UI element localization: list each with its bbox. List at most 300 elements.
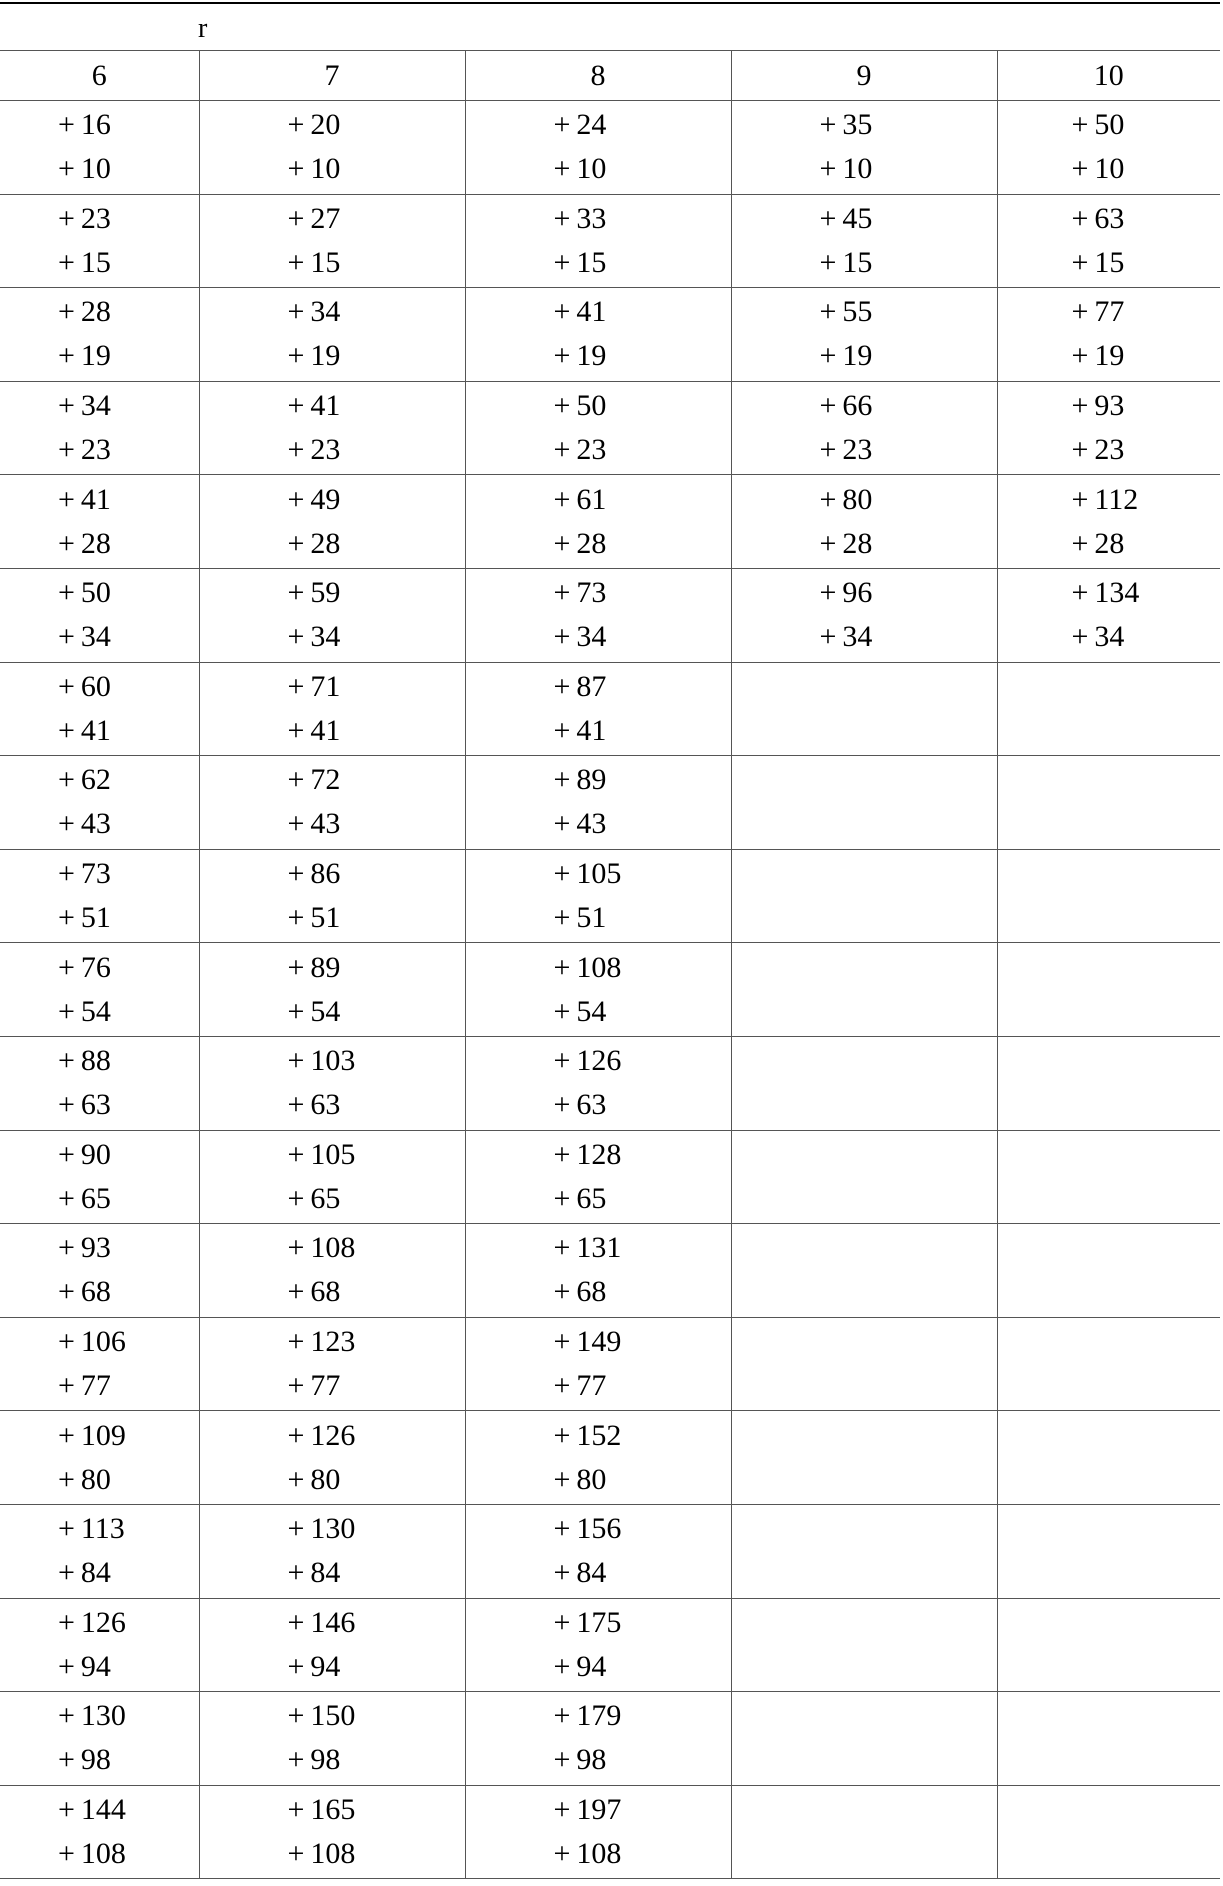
lower-deviation — [820, 1645, 997, 1689]
lower-deviation: + 10 — [287, 152, 341, 186]
lower-deviation: + 68 — [287, 1275, 341, 1309]
lower-deviation: + 23 — [819, 433, 873, 467]
upper-deviation — [1072, 1320, 1221, 1364]
lower-deviation: + 19 — [1071, 339, 1125, 373]
table-cell — [997, 1411, 1220, 1505]
deviation-pair — [200, 1039, 465, 1127]
table-cell — [199, 1130, 465, 1224]
deviation-pair — [466, 571, 731, 659]
upper-deviation: + 41 — [553, 295, 607, 329]
table-cell — [731, 1692, 997, 1786]
upper-deviation: + 149 — [553, 1325, 622, 1359]
table-cell — [997, 288, 1220, 382]
upper-deviation — [820, 1320, 997, 1364]
deviation-pair — [998, 478, 1221, 566]
lower-deviation: + 54 — [553, 994, 607, 1028]
table-cell — [0, 475, 199, 569]
upper-deviation: + 108 — [553, 950, 622, 984]
upper-deviation: + 62 — [58, 763, 111, 797]
table-cell — [199, 756, 465, 850]
lower-deviation — [1072, 1832, 1221, 1876]
deviation-pair — [0, 197, 199, 285]
lower-deviation: + 68 — [58, 1275, 111, 1309]
table-row — [0, 194, 1220, 288]
deviation-pair — [200, 1226, 465, 1314]
lower-deviation: + 63 — [58, 1088, 111, 1122]
deviation-pair — [0, 571, 199, 659]
table-cell — [731, 943, 997, 1037]
lower-deviation — [1072, 1738, 1221, 1782]
upper-deviation: + 112 — [1071, 482, 1139, 516]
lower-deviation: + 108 — [287, 1836, 356, 1870]
deviation-pair — [0, 665, 199, 753]
deviation-pair — [732, 1320, 997, 1408]
table-cell — [0, 662, 199, 756]
lower-deviation: + 63 — [287, 1088, 341, 1122]
deviation-pair — [732, 1039, 997, 1127]
table-cell — [465, 1036, 731, 1130]
upper-deviation: + 63 — [1071, 201, 1125, 235]
table-cell — [0, 1692, 199, 1786]
lower-deviation: + 10 — [1071, 152, 1125, 186]
table-cell — [997, 1036, 1220, 1130]
table-cell — [199, 1598, 465, 1692]
table-cell — [731, 662, 997, 756]
deviation-pair — [466, 1601, 731, 1689]
upper-deviation: + 61 — [553, 482, 607, 516]
deviation-pair — [466, 1414, 731, 1502]
upper-deviation: + 59 — [287, 576, 341, 610]
lower-deviation: + 51 — [58, 901, 111, 935]
grade-header: 7 — [199, 51, 465, 101]
table-cell — [997, 849, 1220, 943]
table-cell — [465, 1504, 731, 1598]
table-cell — [199, 1224, 465, 1318]
table-cell — [0, 568, 199, 662]
table-cell — [997, 194, 1220, 288]
table-cell — [465, 756, 731, 850]
deviation-pair — [998, 1039, 1221, 1127]
upper-deviation — [820, 1694, 997, 1738]
lower-deviation: + 80 — [553, 1462, 607, 1496]
lower-deviation: + 94 — [58, 1649, 111, 1683]
upper-deviation — [1072, 1507, 1221, 1551]
deviation-pair — [466, 290, 731, 378]
deviation-pair — [200, 197, 465, 285]
deviation-pair — [200, 290, 465, 378]
table-cell — [465, 1224, 731, 1318]
lower-deviation: + 15 — [1071, 245, 1125, 279]
deviation-pair — [200, 946, 465, 1034]
lower-deviation: + 23 — [287, 433, 341, 467]
upper-deviation: + 24 — [553, 108, 607, 142]
deviation-pair — [998, 1226, 1221, 1314]
upper-deviation — [1072, 1601, 1221, 1645]
grade-header: 6 — [0, 51, 199, 101]
table-row — [0, 943, 1220, 1037]
lower-deviation: + 77 — [287, 1369, 341, 1403]
table-cell — [465, 849, 731, 943]
upper-deviation — [1072, 946, 1221, 990]
table-cell — [465, 1317, 731, 1411]
table-cell — [997, 475, 1220, 569]
deviation-pair — [466, 1507, 731, 1595]
table-cell — [465, 943, 731, 1037]
table-cell — [465, 662, 731, 756]
deviation-pair — [732, 1601, 997, 1689]
table-row — [0, 1130, 1220, 1224]
deviation-pair — [998, 1601, 1221, 1689]
lower-deviation: + 28 — [553, 526, 607, 560]
deviation-pair — [0, 852, 199, 940]
deviation-pair — [0, 1694, 199, 1782]
upper-deviation: + 108 — [287, 1231, 356, 1265]
table-cell — [465, 1130, 731, 1224]
upper-deviation: + 130 — [58, 1699, 126, 1733]
table-cell — [465, 1598, 731, 1692]
deviation-pair — [732, 1226, 997, 1314]
table-cell — [731, 1411, 997, 1505]
lower-deviation — [820, 1832, 997, 1876]
table-cell — [731, 1036, 997, 1130]
upper-deviation — [1072, 1226, 1221, 1270]
lower-deviation — [1072, 1551, 1221, 1595]
table-row — [0, 1692, 1220, 1786]
deviation-pair — [0, 946, 199, 1034]
upper-deviation: + 20 — [287, 108, 341, 142]
deviation-pair — [0, 384, 199, 472]
lower-deviation: + 34 — [287, 620, 341, 654]
lower-deviation — [1072, 802, 1221, 846]
lower-deviation: + 19 — [287, 339, 341, 373]
table-cell — [465, 288, 731, 382]
table-cell — [997, 943, 1220, 1037]
deviation-pair — [466, 478, 731, 566]
lower-deviation: + 15 — [287, 245, 341, 279]
table-cell — [997, 381, 1220, 475]
upper-deviation — [820, 665, 997, 709]
table-cell — [199, 1411, 465, 1505]
lower-deviation: + 23 — [1071, 433, 1125, 467]
table-cell — [731, 475, 997, 569]
lower-deviation — [820, 1551, 997, 1595]
upper-deviation: + 144 — [58, 1792, 126, 1826]
deviation-pair — [466, 665, 731, 753]
table-row — [0, 1224, 1220, 1318]
table-cell — [465, 568, 731, 662]
lower-deviation — [1072, 1177, 1221, 1221]
upper-deviation: + 60 — [58, 669, 111, 703]
upper-deviation: + 72 — [287, 763, 341, 797]
lower-deviation: + 65 — [287, 1181, 341, 1215]
upper-deviation — [820, 1039, 997, 1083]
upper-deviation — [820, 1601, 997, 1645]
lower-deviation: + 94 — [553, 1649, 607, 1683]
lower-deviation: + 84 — [553, 1556, 607, 1590]
upper-deviation: + 23 — [58, 201, 111, 235]
lower-deviation — [820, 802, 997, 846]
upper-deviation: + 50 — [58, 576, 111, 610]
lower-deviation — [820, 1458, 997, 1502]
table-cell — [0, 1785, 199, 1879]
table-cell — [997, 1785, 1220, 1879]
deviation-pair — [466, 1788, 731, 1876]
fit-symbol-label: r — [198, 13, 208, 44]
deviation-pair — [998, 1414, 1221, 1502]
lower-deviation: + 77 — [58, 1369, 111, 1403]
table-row — [0, 1036, 1220, 1130]
grade-header: 10 — [997, 51, 1220, 101]
table-cell — [997, 1692, 1220, 1786]
deviation-pair — [200, 1414, 465, 1502]
table-cell — [0, 1317, 199, 1411]
table-cell — [731, 1317, 997, 1411]
table-cell — [199, 475, 465, 569]
upper-deviation: + 126 — [553, 1044, 622, 1078]
table-cell — [0, 1598, 199, 1692]
upper-deviation: + 88 — [58, 1044, 111, 1078]
deviation-pair — [732, 1414, 997, 1502]
table-cell — [199, 1317, 465, 1411]
deviation-pair — [0, 1133, 199, 1221]
table-cell — [997, 1598, 1220, 1692]
table-cell — [465, 194, 731, 288]
upper-deviation — [1072, 1788, 1221, 1832]
upper-deviation: + 35 — [819, 108, 873, 142]
upper-deviation: + 105 — [553, 857, 622, 891]
table-cell — [0, 756, 199, 850]
deviation-pair — [998, 197, 1221, 285]
table-cell — [199, 1785, 465, 1879]
lower-deviation: + 34 — [819, 620, 873, 654]
upper-deviation — [1072, 1414, 1221, 1458]
upper-deviation: + 41 — [287, 389, 341, 423]
lower-deviation: + 15 — [553, 245, 607, 279]
lower-deviation: + 43 — [58, 807, 111, 841]
table-cell — [731, 756, 997, 850]
lower-deviation — [820, 709, 997, 753]
lower-deviation: + 54 — [58, 994, 111, 1028]
table-cell — [0, 1504, 199, 1598]
lower-deviation — [820, 1270, 997, 1314]
table-cell — [199, 1692, 465, 1786]
table-cell — [0, 1036, 199, 1130]
table-cell — [465, 475, 731, 569]
deviation-pair — [200, 384, 465, 472]
lower-deviation: + 63 — [553, 1088, 607, 1122]
table-cell — [465, 381, 731, 475]
lower-deviation: + 65 — [58, 1181, 111, 1215]
upper-deviation — [820, 758, 997, 802]
table-cell — [997, 756, 1220, 850]
lower-deviation — [820, 1177, 997, 1221]
table-cell — [997, 568, 1220, 662]
deviation-pair — [200, 1133, 465, 1221]
upper-deviation — [820, 1133, 997, 1177]
upper-deviation: + 28 — [58, 295, 111, 329]
table-cell — [465, 1785, 731, 1879]
deviation-pair — [200, 1507, 465, 1595]
lower-deviation — [820, 1083, 997, 1127]
upper-deviation — [820, 1226, 997, 1270]
deviation-pair — [998, 946, 1221, 1034]
upper-deviation: + 77 — [1071, 295, 1125, 329]
upper-deviation — [1072, 1133, 1221, 1177]
table-row — [0, 381, 1220, 475]
lower-deviation: + 41 — [58, 713, 111, 747]
table-cell — [997, 1317, 1220, 1411]
table-cell — [0, 1130, 199, 1224]
lower-deviation — [820, 990, 997, 1034]
table-row — [0, 475, 1220, 569]
lower-deviation: + 41 — [553, 713, 607, 747]
upper-deviation: + 16 — [58, 108, 111, 142]
lower-deviation — [1072, 896, 1221, 940]
lower-deviation: + 43 — [553, 807, 607, 841]
table-cell — [731, 194, 997, 288]
upper-deviation — [820, 946, 997, 990]
lower-deviation: + 98 — [58, 1743, 111, 1777]
table-cell — [731, 1130, 997, 1224]
upper-deviation: + 150 — [287, 1699, 356, 1733]
deviation-pair — [998, 852, 1221, 940]
lower-deviation: + 10 — [819, 152, 873, 186]
lower-deviation: + 108 — [553, 1836, 622, 1870]
upper-deviation: + 49 — [287, 482, 341, 516]
deviation-pair — [732, 1788, 997, 1876]
upper-deviation: + 179 — [553, 1699, 622, 1733]
upper-deviation — [820, 1788, 997, 1832]
lower-deviation: + 98 — [287, 1743, 341, 1777]
deviation-pair — [200, 1788, 465, 1876]
deviation-pair — [466, 1320, 731, 1408]
table-cell — [0, 194, 199, 288]
deviation-pair — [998, 1133, 1221, 1221]
lower-deviation — [820, 1738, 997, 1782]
table-row — [0, 101, 1220, 195]
lower-deviation: + 10 — [58, 152, 111, 186]
deviation-pair — [200, 1694, 465, 1782]
table-cell — [731, 568, 997, 662]
upper-deviation: + 131 — [553, 1231, 622, 1265]
deviation-pair — [200, 1320, 465, 1408]
table-body — [0, 101, 1220, 1879]
upper-deviation: + 76 — [58, 950, 111, 984]
upper-deviation: + 27 — [287, 201, 341, 235]
upper-deviation — [820, 1414, 997, 1458]
lower-deviation: + 98 — [553, 1743, 607, 1777]
deviation-pair — [200, 571, 465, 659]
deviation-pair — [200, 478, 465, 566]
upper-deviation: + 71 — [287, 669, 341, 703]
table-cell — [0, 381, 199, 475]
upper-deviation: + 152 — [553, 1418, 622, 1452]
upper-deviation: + 86 — [287, 857, 341, 891]
upper-deviation — [1072, 1039, 1221, 1083]
lower-deviation — [1072, 1645, 1221, 1689]
grade-header: 9 — [731, 51, 997, 101]
upper-deviation: + 96 — [819, 576, 873, 610]
upper-deviation: + 128 — [553, 1137, 622, 1171]
deviation-pair — [732, 103, 997, 191]
table-cell — [465, 101, 731, 195]
table-row — [0, 1598, 1220, 1692]
lower-deviation: + 80 — [287, 1462, 341, 1496]
deviation-pair — [732, 1694, 997, 1782]
table-cell — [997, 101, 1220, 195]
upper-deviation: + 90 — [58, 1137, 111, 1171]
lower-deviation: + 28 — [1071, 526, 1125, 560]
deviation-pair — [998, 665, 1221, 753]
deviation-pair — [466, 1039, 731, 1127]
lower-deviation: + 28 — [58, 526, 111, 560]
deviation-pair — [998, 1320, 1221, 1408]
deviation-pair — [732, 852, 997, 940]
grade-header-row — [0, 51, 1220, 101]
upper-deviation — [820, 852, 997, 896]
upper-deviation: + 73 — [58, 857, 111, 891]
deviation-pair — [200, 1601, 465, 1689]
table-cell — [731, 101, 997, 195]
lower-deviation: + 28 — [287, 526, 341, 560]
deviation-pair — [466, 103, 731, 191]
deviation-pair — [998, 103, 1221, 191]
upper-deviation: + 105 — [287, 1137, 356, 1171]
lower-deviation — [1072, 1270, 1221, 1314]
lower-deviation — [1072, 1083, 1221, 1127]
lower-deviation: + 23 — [58, 433, 111, 467]
table-cell — [0, 101, 199, 195]
table-cell — [997, 1504, 1220, 1598]
lower-deviation — [1072, 1364, 1221, 1408]
deviation-pair — [0, 1601, 199, 1689]
lower-deviation — [1072, 990, 1221, 1034]
deviation-pair — [998, 1694, 1221, 1782]
table-cell — [199, 662, 465, 756]
upper-deviation: + 197 — [553, 1792, 622, 1826]
upper-deviation: + 73 — [553, 576, 607, 610]
deviation-pair — [732, 665, 997, 753]
deviation-pair — [0, 478, 199, 566]
deviation-pair — [0, 103, 199, 191]
grade-header: 8 — [465, 51, 731, 101]
deviation-pair — [732, 290, 997, 378]
lower-deviation — [820, 896, 997, 940]
deviation-pair — [466, 852, 731, 940]
lower-deviation: + 68 — [553, 1275, 607, 1309]
lower-deviation: + 108 — [58, 1836, 126, 1870]
deviation-pair — [732, 758, 997, 846]
upper-deviation: + 50 — [1071, 108, 1125, 142]
lower-deviation: + 41 — [287, 713, 341, 747]
upper-deviation: + 93 — [58, 1231, 111, 1265]
lower-deviation: + 54 — [287, 994, 341, 1028]
table-row — [0, 849, 1220, 943]
deviation-pair — [200, 852, 465, 940]
lower-deviation — [820, 1364, 997, 1408]
upper-deviation: + 55 — [819, 295, 873, 329]
table-cell — [731, 381, 997, 475]
table-cell — [731, 1504, 997, 1598]
table-cell — [199, 194, 465, 288]
deviation-pair — [0, 1788, 199, 1876]
lower-deviation: + 34 — [553, 620, 607, 654]
lower-deviation: + 94 — [287, 1649, 341, 1683]
upper-deviation: + 126 — [58, 1605, 126, 1639]
upper-deviation: + 130 — [287, 1512, 356, 1546]
upper-deviation: + 87 — [553, 669, 607, 703]
top-rule — [0, 2, 1220, 4]
